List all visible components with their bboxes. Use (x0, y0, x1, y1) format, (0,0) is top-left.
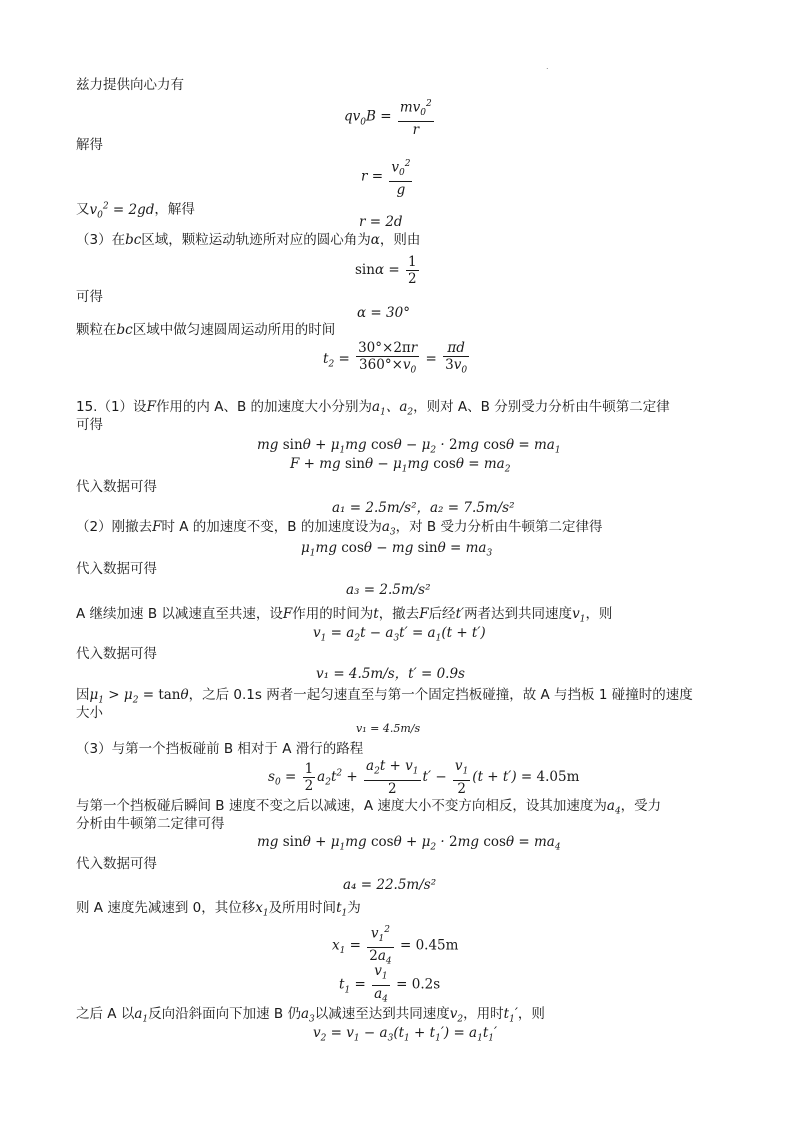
text-line: 则 A 速度先减速到 0，其位移$x_1$及所用时间$t_1$为 (76, 900, 361, 919)
equation-a2: F + mg $\sin\theta - \mu_1mg$ $\cos\theta = ma_2$ (290, 456, 511, 475)
equation-a4: mg $\sin\theta + \mu_1mg$ $\cos\theta + \mu_2 \cdot 2mg$ $\cos\theta = ma_4$ (257, 834, 561, 853)
text-line: 因$\mu_1 > \mu_2 = \tan\theta$，之后 0.1s 两者一起匀速直至与第一个固定挡板碰撞，故 A 与挡板 1 碰撞时的速度 (76, 687, 693, 706)
text-line: 又$v_0^2 = 2gd$，解得 (76, 201, 195, 221)
equation-v1: $v_1 = a_2t - a_3t' = a_1(t + t')$ (313, 625, 486, 644)
text-line: 之后 A 以$a_1$反向沿斜面向下加速 B 仍$a_3$以减速至达到共同速度$v_2$，用时$t_1'$，则 (76, 1006, 545, 1025)
text-line: 分析由牛顿第二定律可得 (76, 816, 225, 832)
text-line: 可得 (76, 417, 103, 433)
text-line: 代入数据可得 (76, 561, 157, 577)
text-line: 解得 (76, 137, 103, 153)
text-line: 15.（1）设F作用的内 A、B 的加速度大小分别为$a_1$、$a_2$，则对 A、B 分别受力分析由牛顿第二定律 (76, 399, 670, 418)
text-line: 颗粒在bc区域中做匀速圆周运动所用的时间 (76, 322, 336, 338)
text-line: （3）与第一个挡板碰前 B 相对于 A 滑行的路程 (76, 741, 364, 757)
equation-v1-value: v₁ = 4.5m/s (356, 722, 421, 735)
equation-a4-value: a₄ = 22.5m/s² (343, 877, 437, 893)
text-line: 可得 (76, 289, 103, 305)
equation-a1: mg $\sin\theta + \mu_1mg$ $\cos\theta - \mu_2 \cdot 2mg$ $\cos\theta = ma_1$ (257, 437, 561, 456)
text-line: 代入数据可得 (76, 646, 157, 662)
scan-mark: . (546, 62, 549, 71)
text-line: （3）在bc区域，颗粒运动轨迹所对应的圆心角为α，则由 (76, 232, 421, 248)
text-line: 兹力提供向心力有 (76, 77, 184, 93)
equation-alpha-value: α = 30° (357, 305, 410, 321)
equation-t1: $t_1$ = $\frac{v_1}{a_4}$ = 0.2s (339, 963, 441, 1005)
text-line: （2）刚撤去F时 A 的加速度不变，B 的加速度设为$a_3$，对 B 受力分析由牛顿第二定律得 (76, 519, 603, 538)
text-line: 代入数据可得 (76, 479, 157, 495)
equation-s0: $s_0$ = $\frac{1}{2}$ $a_2t^2$ + $\frac{a_2t + v_1}{2}$ t′ − $\frac{v_1}{2}$ (t + t′) = 4.05m (268, 758, 580, 797)
text-line: 代入数据可得 (76, 856, 157, 872)
equation-v1-values: v₁ = 4.5m/s，t′ = 0.9s (316, 666, 465, 682)
equation-a1-a2-values: a₁ = 2.5m/s²，a₂ = 7.5m/s² (332, 500, 515, 516)
equation-sin-alpha: sinα = $\frac{1}{2}$ (355, 254, 417, 287)
equation-radius: r = $\frac{v_0^2}{g}$ (361, 156, 414, 198)
text-line: A 继续加速 B 以减速直至共速，设F作用的时间为t，撤去F后经t′两者达到共同速度$v_1$，则 (76, 606, 613, 625)
equation-a3: $\mu_1mg$ cosθ − mg $\sin\theta = ma_3$ (301, 540, 493, 559)
equation-v2: $v_2 = v_1 - a_3(t_1 + t_1') = a_1t_1'$ (313, 1025, 498, 1044)
text-line: 与第一个挡板碰后瞬间 B 速度不变之后以减速，A 速度大小不变方向相反，设其加速度为$a_4$，受力 (76, 798, 662, 817)
equation-x1: $x_1$ = $\frac{v_1^2}{2a_4}$ = 0.45m (332, 922, 458, 970)
equation-a3-value: a₃ = 2.5m/s² (346, 582, 431, 598)
equation-time-t2: $t_2$ = $\frac{30^\circ\times 2\pi r}{360^\circ\times v_0}$ = $\frac{\pi d}{3v_0}$ (323, 340, 468, 376)
equation-r-value: r = 2d (359, 214, 403, 230)
text-line: 大小 (76, 705, 103, 721)
equation-centripetal: $qv_0B$ = $\frac{mv_0^2}{r}$ (344, 96, 436, 138)
